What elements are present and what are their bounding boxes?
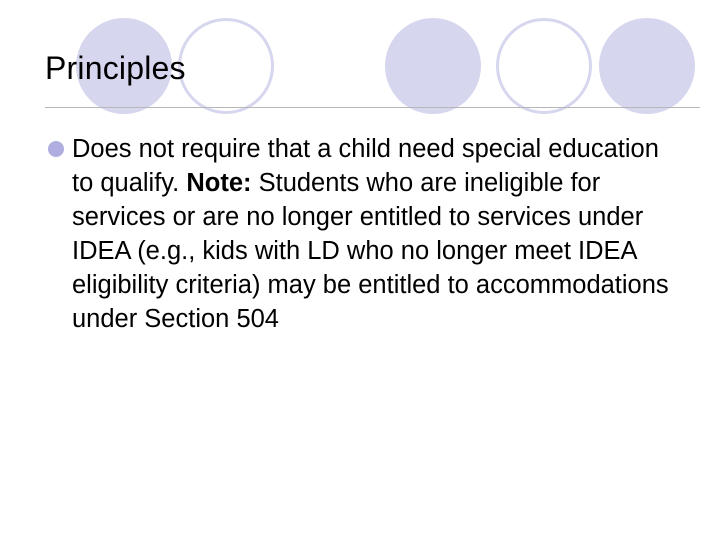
decorative-circle-3 (599, 18, 695, 114)
bullet-text-start: Does not require that a child need special education to qualify. (72, 135, 659, 197)
slide-title: Principles (45, 50, 186, 86)
bullet-note-label: Note: (186, 169, 252, 197)
bullet-text-end: Students who are ineligible for services or are no longer entitled to services under IDEA (e.g., kids with LD who no longer meet IDEA eligibility criteria) may be entitled to accommodations under Section 504 (72, 169, 669, 333)
decorative-ring-1 (178, 18, 274, 114)
decorative-ring-2 (496, 18, 592, 114)
bullet-list (45, 132, 685, 336)
title-divider (45, 107, 700, 108)
bullet-item (45, 132, 685, 336)
decorative-circle-2 (385, 18, 481, 114)
bullet-dot-icon (48, 141, 64, 157)
bullet-text (72, 135, 669, 333)
